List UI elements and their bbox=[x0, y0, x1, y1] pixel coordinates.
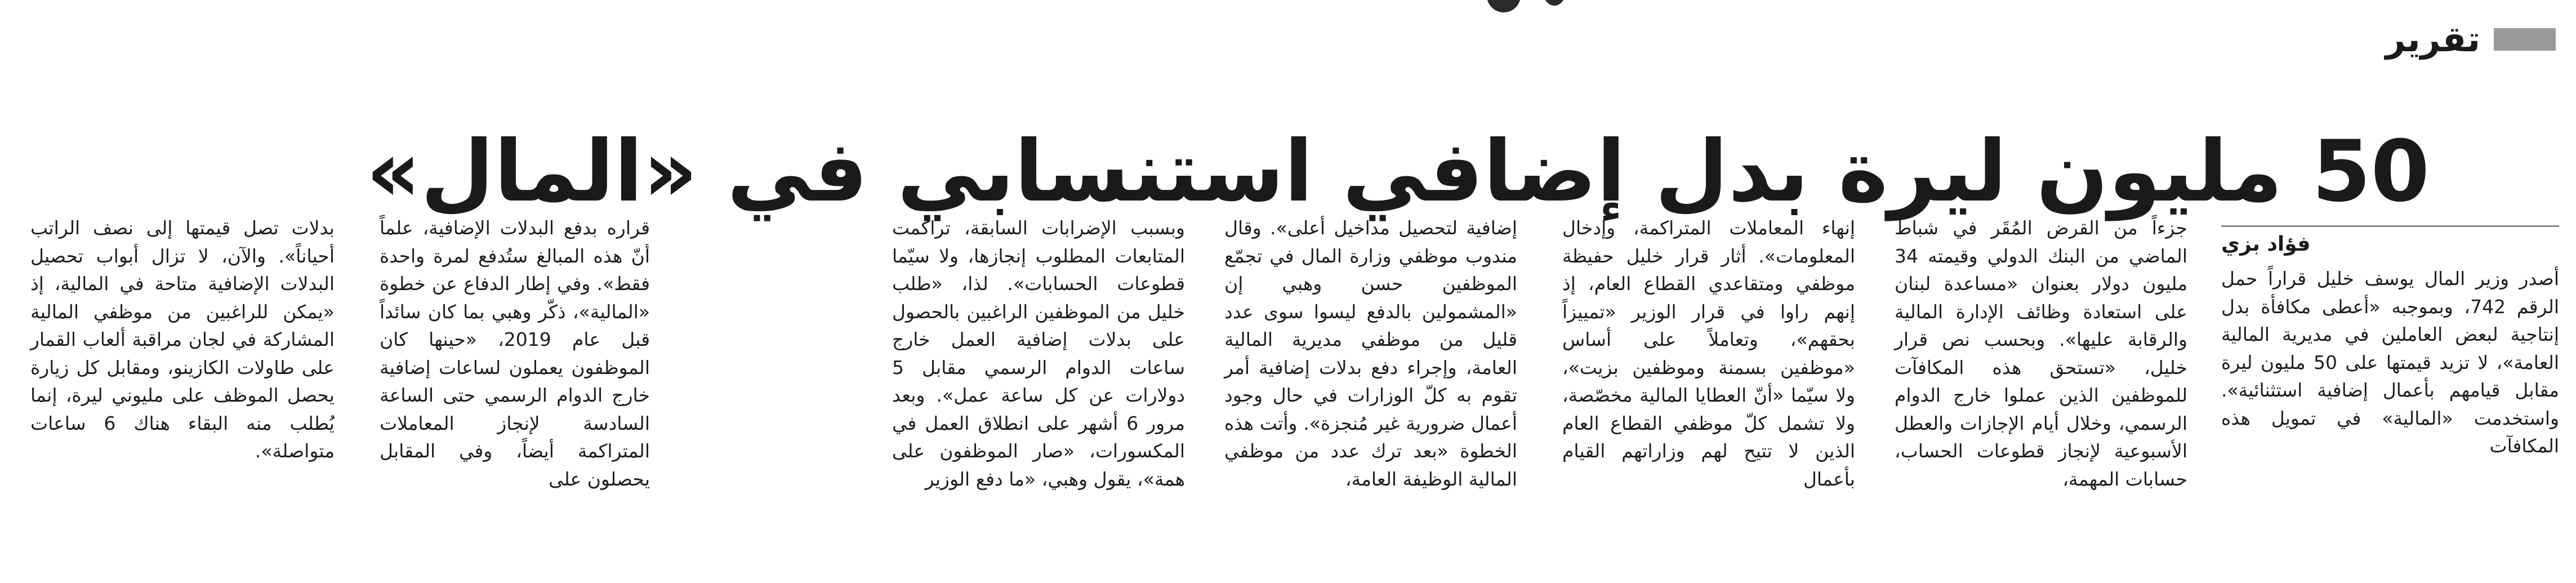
column-text: جزءاً من القرض المُقَر في شباط الماضي من البنك الدولي وقيمته 34 مليون دولار بعنوان «مساعدة لبنان على استعادة وظائف الإدارة المالية والرقابة عليها». وبحسب نص قرار خليل، «تستحق هذه المكافآت للموظفين الذين عملوا خارج الدوام الرسمي، وخلال أيام الإجازات والعطل الأسبوعية لإنجاز قطوعات الحساب، حسابات المهمة، bbox=[1895, 217, 2187, 490]
author-rule bbox=[2221, 225, 2559, 227]
article-column-6 bbox=[380, 214, 650, 493]
article-column-7 bbox=[30, 214, 335, 465]
author-name: فؤاد بزي bbox=[2221, 233, 2311, 256]
article-column-2 bbox=[1895, 214, 2187, 493]
column-text: وبسبب الإضرابات السابقة، تراكمت المتابعات المطلوب إنجازها، ولا سيّما قطوعات الحسابات». لذا، «طلب خليل من الموظفين الراغبين بالحصول على بدلات إضافية العمل خارج ساعات الدوام الرسمي مقابل 5 دولارات عن كل ساعة عمل». وبعد مرور 6 أشهر على انطلاق العمل في المكسورات، «صار الموظفون على همة»، يقول وهبي، «ما دفع الوزير bbox=[892, 217, 1185, 490]
article-column-3 bbox=[1562, 214, 1855, 493]
article-column-1 bbox=[2221, 265, 2559, 460]
column-text: إضافية لتحصيل مداخيل أعلى». وقال مندوب موظفي وزارة المال في تجمّع الموظفين حسن وهبي إن «المشمولين بالدفع ليسوا سوى عدد قليل من موظفي مديرية المالية العامة، وإجراء دفع بدلات إضافية أمر تقوم به كلّ الوزارات في حال وجود أعمال ضرورية غير مُنجزة». وأتت هذه الخطوة «بعد ترك عدد من موظفي المالية الوظيفة العامة، bbox=[1224, 217, 1517, 490]
author-block bbox=[2221, 225, 2559, 259]
section-label: تقرير bbox=[2385, 19, 2480, 60]
section-marker-bar bbox=[2494, 28, 2556, 51]
column-text: أصدر وزير المال يوسف خليل قراراً حمل الرقم 742، وبموجبه «أعطى مكافأة بدل إنتاجية لبعض العاملين في مديرية المالية العامة»، لا تزيد قيمتها على 50 مليون ليرة مقابل قيامهم بأعمال إضافية استثنائية». واستخدمت «المالية» في تمويل هذه المكافآت bbox=[2221, 268, 2559, 457]
top-decoration bbox=[1487, 0, 1521, 12]
article-column-4 bbox=[1224, 214, 1517, 493]
column-text: إنهاء المعاملات المتراكمة، وإدخال المعلومات». أثار قرار خليل حفيظة موظفي ومتقاعدي القطاع العام، إذ إنهم راوا في قرار الوزير «تمييزاً بحقهم»، وتعاملاً على أساس «موظفين بسمنة وموظفين بزيت»، ولا سيّما «أنّ العطايا المالية مخصّصة، ولا تشمل كلّ موظفي القطاع العام الذين لا تتيح لهم وزاراتهم القيام بأعمال bbox=[1562, 217, 1855, 490]
top-decoration-2 bbox=[1543, 0, 1566, 6]
article-headline: 50 مليون ليرة بدل إضافي استنسابي في «المال» bbox=[366, 123, 2430, 221]
article-column-5 bbox=[892, 214, 1185, 493]
column-text: بدلات تصل قيمتها إلى نصف الراتب أحياناً». والآن، لا تزال أبواب تحصيل البدلات الإضافية متاحة في المالية، إذ «يمكن للراغبين من موظفي المالية المشاركة في لجان مراقبة ألعاب القمار على طاولات الكازينو، ومقابل كل زيارة يحصل الموظف على مليوني ليرة، إنما يُطلب منه البقاء هناك 6 ساعات متواصلة». bbox=[30, 217, 335, 462]
column-text: قراره بدفع البدلات الإضافية، علماً أنّ هذه المبالغ ستُدفع لمرة واحدة فقط». وفي إطار الدفاع عن خطوة «المالية»، ذكّر وهبي بما كان سائداً قبل عام 2019، «حينها كان الموظفون يعملون لساعات إضافية خارج الدوام الرسمي حتى الساعة السادسة لإنجاز المعاملات المتراكمة أيضاً، وفي المقابل يحصلون على bbox=[380, 217, 650, 490]
